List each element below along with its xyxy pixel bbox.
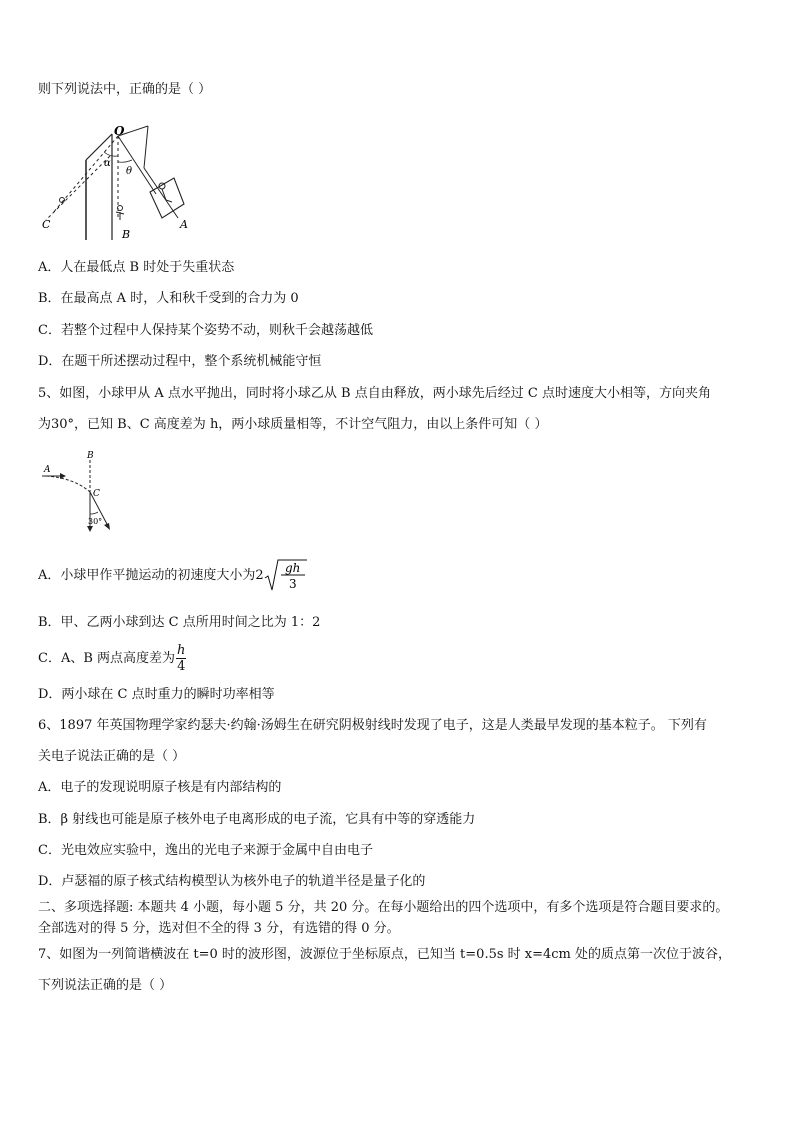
label-a: A (44, 465, 51, 475)
q4-stem: 则下列说法中，正确的是（ ） (38, 82, 212, 97)
q6-stem-line1: 6、1897 年英国物理学家约瑟夫·约翰·汤姆生在研究阴极射线时发现了电子，这是人类最早发现的基本粒子。 下列有 (38, 718, 707, 733)
label-c: C (42, 218, 51, 231)
q5-option-a-text: A．小球甲作平抛运动的初速度大小为 (38, 567, 256, 583)
label-alpha: α (104, 158, 111, 169)
q4-option-d: D．在题干所述摆动过程中，整个系统机械能守恒 (38, 354, 322, 369)
fraction-numerator: h (177, 643, 186, 658)
q7-stem-line2: 下列说法正确的是（ ） (38, 978, 173, 993)
label-b: B (87, 451, 94, 461)
q6-option-b: B．β 射线也可能是原子核外电子电离形成的电子流，它具有中等的穿透能力 (38, 812, 476, 827)
section2-line2: 全部选对的得 5 分，选对但不全的得 3 分，有选错的得 0 分。 (38, 921, 400, 936)
q7-stem-line1: 7、如图为一列简谐横波在 t=0 时的波形图，波源位于坐标原点，已知当 t=0.5s 时 x=4cm 处的质点第一次位于波谷， (38, 947, 732, 962)
fraction-denominator: 4 (177, 659, 186, 674)
sqrt-expression (264, 558, 308, 593)
fraction (176, 643, 186, 674)
label-c: C (93, 489, 100, 499)
q4-option-c: C．若整个过程中人保持某个姿势不动，则秋千会越荡越低 (38, 323, 373, 338)
label-o: O (114, 124, 125, 138)
label-b: B (122, 228, 131, 241)
projectile-figure (38, 448, 118, 538)
q5-option-a (38, 558, 308, 593)
q4-option-b: B．在最高点 A 时，人和秋千受到的合力为 0 (38, 291, 299, 306)
q6-stem-line2: 关电子说法正确的是（ ） (38, 749, 186, 764)
section2-line1: 二、多项选择题: 本题共 4 小题，每小题 5 分，共 20 分。在每小题给出的四个选项中，有多个选项是符合题目要求的。 (38, 900, 729, 915)
q6-option-d: D．卢瑟福的原子核式结构模型认为核外电子的轨道半径是量子化的 (38, 874, 426, 889)
label-angle: 30° (88, 517, 103, 526)
q4-option-a: A．人在最低点 B 时处于失重状态 (38, 260, 235, 275)
q6-option-a: A．电子的发现说明原子核是有内部结构的 (38, 780, 282, 795)
q6-option-c: C．光电效应实验中，逸出的光电子来源于金属中自由电子 (38, 843, 373, 858)
q5-option-a-coef: 2 (255, 567, 264, 583)
q5-option-d: D．两小球在 C 点时重力的瞬时功率相等 (38, 687, 275, 702)
sqrt-numerator: gh (284, 561, 301, 575)
label-a: A (180, 218, 188, 231)
q5-option-b: B．甲、乙两小球到达 C 点所用时间之比为 1：2 (38, 615, 321, 630)
label-theta: θ (126, 166, 133, 177)
sqrt-denominator: 3 (288, 577, 297, 591)
swing-figure (38, 122, 198, 242)
q5-stem-line2: 为30°，已知 B、C 高度差为 h，两小球质量相等，不计空气阻力，由以上条件可知（ ） (38, 417, 548, 432)
q5-stem-line1: 5、如图，小球甲从 A 点水平抛出，同时将小球乙从 B 点自由释放，两小球先后经过 C 点时速度大小相等，方向夹角 (38, 386, 711, 401)
q5-option-c (38, 642, 186, 676)
q5-option-c-text: C．A、B 两点高度差为 (38, 651, 176, 666)
